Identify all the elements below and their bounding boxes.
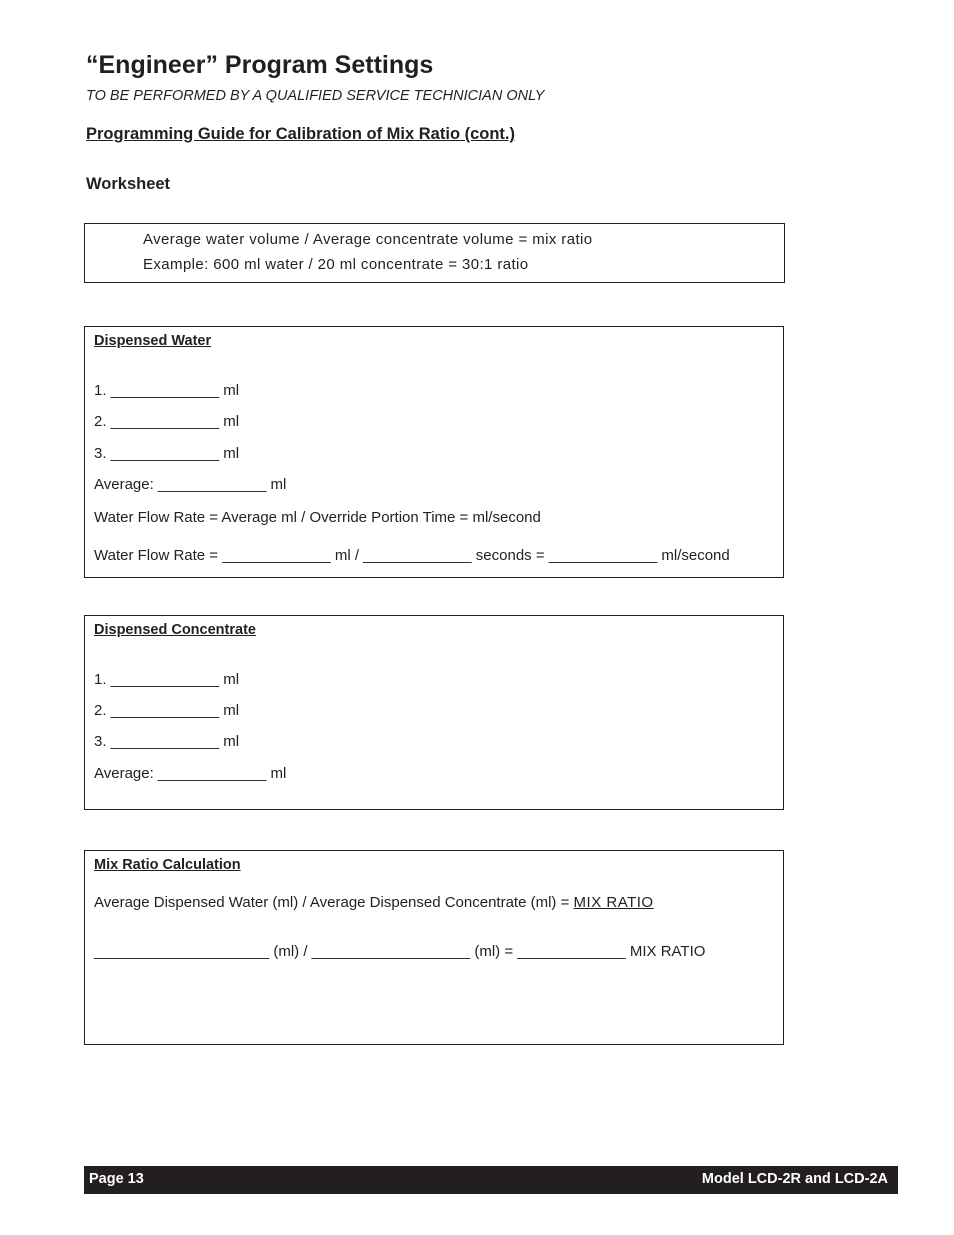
dispensed-water-title: Dispensed Water (94, 333, 212, 349)
concentrate-entry-1: 1. _____________ ml (94, 671, 240, 688)
water-entry-2: 2. _____________ ml (94, 413, 240, 430)
worksheet-heading: Worksheet (86, 175, 171, 193)
mix-ratio-box (84, 850, 784, 1045)
concentrate-entry-2: 2. _____________ ml (94, 702, 240, 719)
mix-ratio-title: Mix Ratio Calculation (94, 857, 241, 873)
water-entry-3: 3. _____________ ml (94, 445, 240, 462)
dispensed-concentrate-title: Dispensed Concentrate (94, 622, 256, 638)
concentrate-average: Average: _____________ ml (94, 765, 287, 782)
formula-line: Average water volume / Average concentrate volume = mix ratio (143, 231, 593, 248)
concentrate-entry-3: 3. _____________ ml (94, 733, 240, 750)
water-entry-1: 1. _____________ ml (94, 382, 240, 399)
page-subtitle: TO BE PERFORMED BY A QUALIFIED SERVICE TECHNICIAN ONLY (86, 88, 545, 104)
page-footer (84, 1166, 898, 1194)
mix-ratio-formula-result: MIX RATIO (573, 894, 654, 911)
dispensed-concentrate-box (84, 615, 784, 810)
model-name: Model LCD-2R and LCD-2A (701, 1171, 888, 1187)
mix-ratio-fill-line: _____________________ (ml) / ___________________ (ml) = _____________ MIX RATIO (94, 943, 706, 960)
section-heading: Programming Guide for Calibration of Mix Ratio (cont.) (86, 125, 516, 143)
formula-box (84, 223, 785, 283)
page-title: “Engineer” Program Settings (86, 51, 434, 79)
dispensed-water-box (84, 326, 784, 578)
water-average: Average: _____________ ml (94, 476, 287, 493)
water-flow-formula: Water Flow Rate = Average ml / Override Portion Time = ml/second (94, 509, 541, 526)
water-flow-fill: Water Flow Rate = _____________ ml / _____________ seconds = _____________ ml/second (94, 547, 730, 564)
example-line: Example: 600 ml water / 20 ml concentrate = 30:1 ratio (143, 256, 529, 273)
mix-ratio-formula-prefix: Average Dispensed Water (ml) / Average Dispensed Concentrate (ml) = (94, 894, 574, 911)
page-number: Page 13 (89, 1171, 144, 1187)
mix-ratio-formula (94, 894, 654, 911)
